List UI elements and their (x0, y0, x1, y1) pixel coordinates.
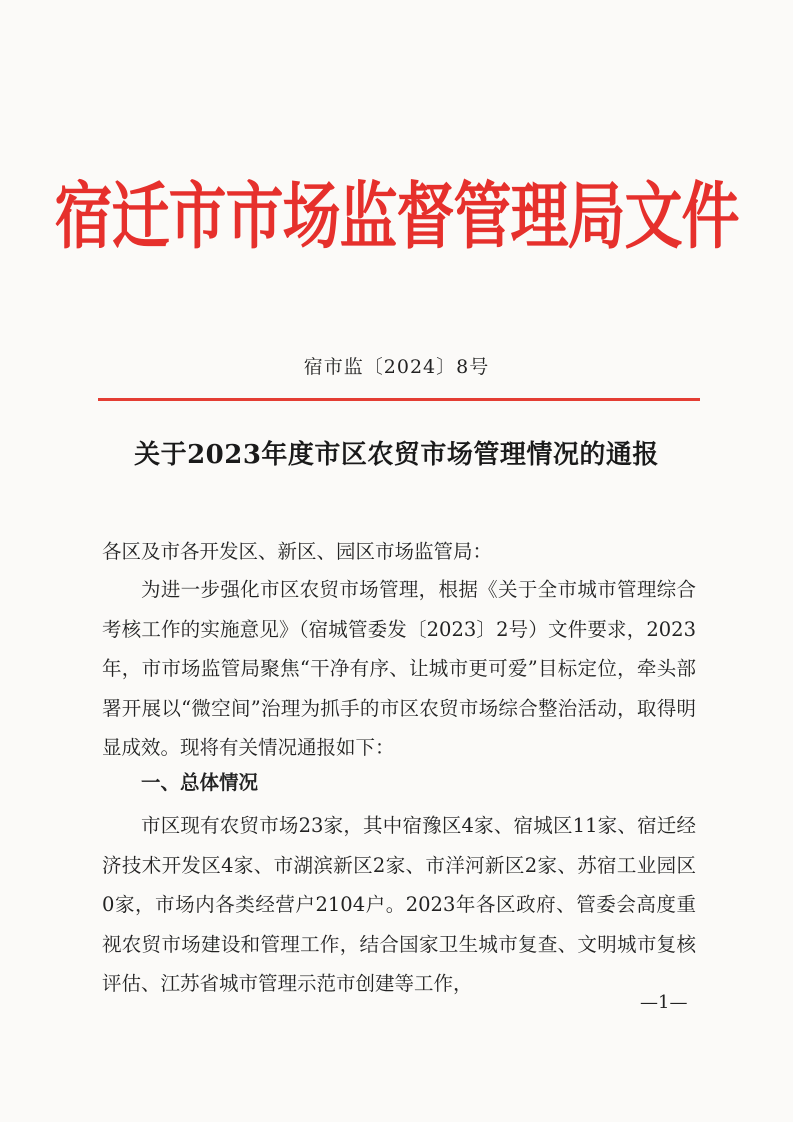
addressee-line: 各区及市各开发区、新区、园区市场监管局： (102, 540, 493, 563)
red-separator-rule (98, 398, 700, 401)
document-masthead: 宿迁市市场监督管理局文件 (54, 173, 739, 259)
document-number: 宿市监〔2024〕8号 (303, 356, 490, 378)
document-title: 关于2023年度市区农贸市场管理情况的通报 (134, 440, 659, 470)
page-number: —1— (640, 992, 688, 1013)
intro-paragraph: 为进一步强化市区农贸市场管理，根据《关于全市城市管理综合考核工作的实施意见》（宿城管委发〔2023〕2号）文件要求，2023年，市市场监管局聚焦“干净有序、让城市更可爱”目标定位，牵头部署开展以“微空间”治理为抓手的市区农贸市场综合整治活动，取得明显成效。现将有关情况通报如下： (102, 578, 696, 760)
overview-paragraph: 市区现有农贸市场23家，其中宿豫区4家、宿城区11家、宿迁经济技术开发区4家、市湖滨新区2家、市洋河新区2家、苏宿工业园区0家，市场内各类经营户2104户。2023年各区政府、管委会高度重视农贸市场建设和管理工作，结合国家卫生城市复查、文明城市复核评估、江苏省城市管理示范市创建等工作， (102, 814, 696, 996)
section-heading-overview: 一、总体情况 (141, 771, 259, 794)
